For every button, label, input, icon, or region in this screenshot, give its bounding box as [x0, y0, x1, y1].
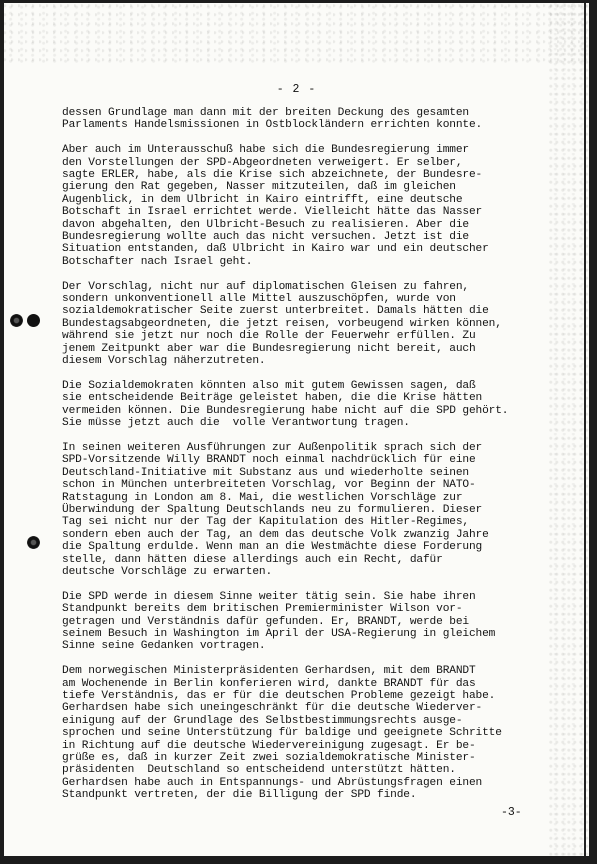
text-line: die Spaltung erdulde. Wenn man an die Westmächte diese Forderung: [62, 541, 483, 554]
text-line: Überwindung der Spaltung Deutschlands neu zu formulieren. Dieser: [62, 503, 483, 516]
text-line: einigung auf der Grundlage des Selbstbestimmungsrechts ausge-: [62, 714, 463, 727]
text-line: sprochen und seine Unterstützung für baldige und geeignete Schritte: [62, 727, 502, 740]
text-line: Botschaft in Israel errichtet werde. Vielleicht hätte das Nasser: [62, 206, 483, 219]
text-line: Deutschland-Initiative mit Substanz aus und wiederholte seinen: [62, 466, 469, 479]
text-line: Standpunkt vertreten, der die Billigung der SPD finde.: [62, 789, 417, 802]
paragraph: [62, 591, 562, 653]
text-line: vermeiden können. Die Bundesregierung habe nicht auf die SPD gehört.: [62, 404, 509, 417]
text-line: Bundestagsabgeordneten, die jetzt reisen, vorbeugend wirken können,: [62, 317, 502, 330]
text-line: diesem Vorschlag näherzutreten.: [62, 355, 266, 368]
text-line: Situation entstanden, daß Ulbricht in Kairo war und ein deutscher: [62, 243, 489, 256]
scan-noise-top: [4, 3, 589, 63]
punch-hole-icon: [10, 314, 23, 327]
text-line: während sie jetzt nur noch die Rolle der Feuerwehr erfüllen. Zu: [62, 330, 476, 343]
paragraph: [62, 442, 562, 578]
text-line: Der Vorschlag, nicht nur auf diplomatischen Gleisen zu fahren,: [62, 280, 469, 293]
text-line: Sinne seine Gedanken vortragen.: [62, 640, 266, 653]
text-line: sie entscheidende Beiträge geleistet haben, die die Krise hätten: [62, 392, 483, 405]
text-line: getragen und Verständnis dafür gefunden. Er, BRANDT, werde bei: [62, 615, 469, 628]
text-line: davon abgehalten, den Ulbricht-Besuch zu realisieren. Aber die: [62, 218, 469, 231]
text-line: schon in München unterbreiteten Vorschlag, vor Beginn der NATO-: [62, 479, 476, 492]
text-line: sagte ERLER, habe, als die Krise sich abzeichnete, der Bundesre-: [62, 169, 483, 182]
text-line: SPD-Vorsitzende Willy BRANDT noch einmal nachdrücklich für eine: [62, 454, 476, 467]
text-line: präsidenten Deutschland so entscheidend unterstützt hätten.: [62, 764, 456, 777]
punch-hole-icon: [27, 536, 40, 549]
paragraph: [62, 665, 562, 801]
text-line: Aber auch im Unterausschuß habe sich die Bundesregierung immer: [62, 144, 469, 157]
paragraph: [62, 281, 562, 368]
text-line: dessen Grundlage man dann mit der breiten Deckung des gesamten: [62, 107, 469, 119]
text-line: Standpunkt bereits dem britischen Premierminister Wilson vor-: [62, 603, 463, 616]
text-line: deutsche Vorschläge zu erwarten.: [62, 565, 273, 578]
text-line: Bundesregierung wollte auch das nicht versuchen. Jetzt ist die: [62, 231, 469, 244]
continuation-marker: -3-: [501, 806, 522, 819]
text-line: Dem norwegischen Ministerpräsidenten Gerhardsen, mit dem BRANDT: [62, 665, 476, 678]
text-line: Die Sozialdemokraten könnten also mit gutem Gewissen sagen, daß: [62, 379, 476, 392]
text-line: sondern eben auch der Tag, an dem das deutsche Volk zwanzig Jahre: [62, 528, 489, 541]
text-line: Botschafter nach Israel geht.: [62, 255, 253, 268]
text-line: grüße es, daß in kurzer Zeit zwei sozialdemokratische Minister-: [62, 752, 476, 765]
text-line: jenem Zeitpunkt aber war die Bundesregierung nicht bereit, auch: [62, 342, 476, 355]
text-line: gierung den Rat gegeben, Nasser mitzuteilen, daß im gleichen: [62, 181, 456, 194]
text-line: Gerhardsen habe auch in Entspannungs- und Abrüstungsfragen einen: [62, 776, 483, 789]
body-text: [62, 107, 562, 802]
text-line: stelle, dann hätten diese allerdings auch ein Recht, dafür: [62, 553, 443, 566]
text-line: den Vorstellungen der SPD-Abgeordneten verweigert. Er selber,: [62, 156, 463, 169]
text-line: tiefe Verständnis, das er für die deutschen Probleme gezeigt habe.: [62, 690, 496, 702]
text-line: Ratstagung in London am 8. Mai, die westlichen Vorschläge zur: [62, 491, 463, 504]
paragraph: [62, 380, 562, 430]
page-number: - 2 -: [276, 83, 317, 96]
text-line: Parlaments Handelsmissionen in Ostblockländern errichten konnte.: [62, 119, 483, 132]
text-line: sozialdemokratischer Seite zuerst unterbreitet. Damals hätten die: [62, 305, 489, 318]
text-line: Sie müsse jetzt auch die volle Verantwortung tragen.: [62, 417, 410, 430]
page-edge: [584, 3, 586, 856]
text-line: am Wochenende in Berlin konferieren wird, dankte BRANDT für das: [62, 677, 476, 690]
text-line: sondern unkonventionell alle Mittel auszuschöpfen, wurde von: [62, 293, 456, 306]
punch-hole-icon: [27, 314, 40, 327]
text-line: Tag sei nicht nur der Tag der Kapitulation des Hitler-Regimes,: [62, 516, 469, 529]
text-line: Gerhardsen habe sich uneingeschränkt für die deutsche Wiederver-: [62, 702, 483, 715]
document-page: [4, 3, 589, 856]
text-line: seinem Besuch in Washington im April der USA-Regierung in gleichem: [62, 627, 496, 640]
text-line: Augenblick, in dem Ulbricht in Kairo eintrifft, eine deutsche: [62, 193, 463, 206]
paragraph: [62, 107, 562, 132]
paragraph: [62, 144, 562, 268]
text-line: Die SPD werde in diesem Sinne weiter tätig sein. Sie habe ihren: [62, 590, 476, 603]
text-line: in Richtung auf die deutsche Wiedervereinigung zugesagt. Er be-: [62, 739, 476, 752]
text-line: In seinen weiteren Ausführungen zur Außenpolitik sprach sich der: [62, 441, 483, 454]
